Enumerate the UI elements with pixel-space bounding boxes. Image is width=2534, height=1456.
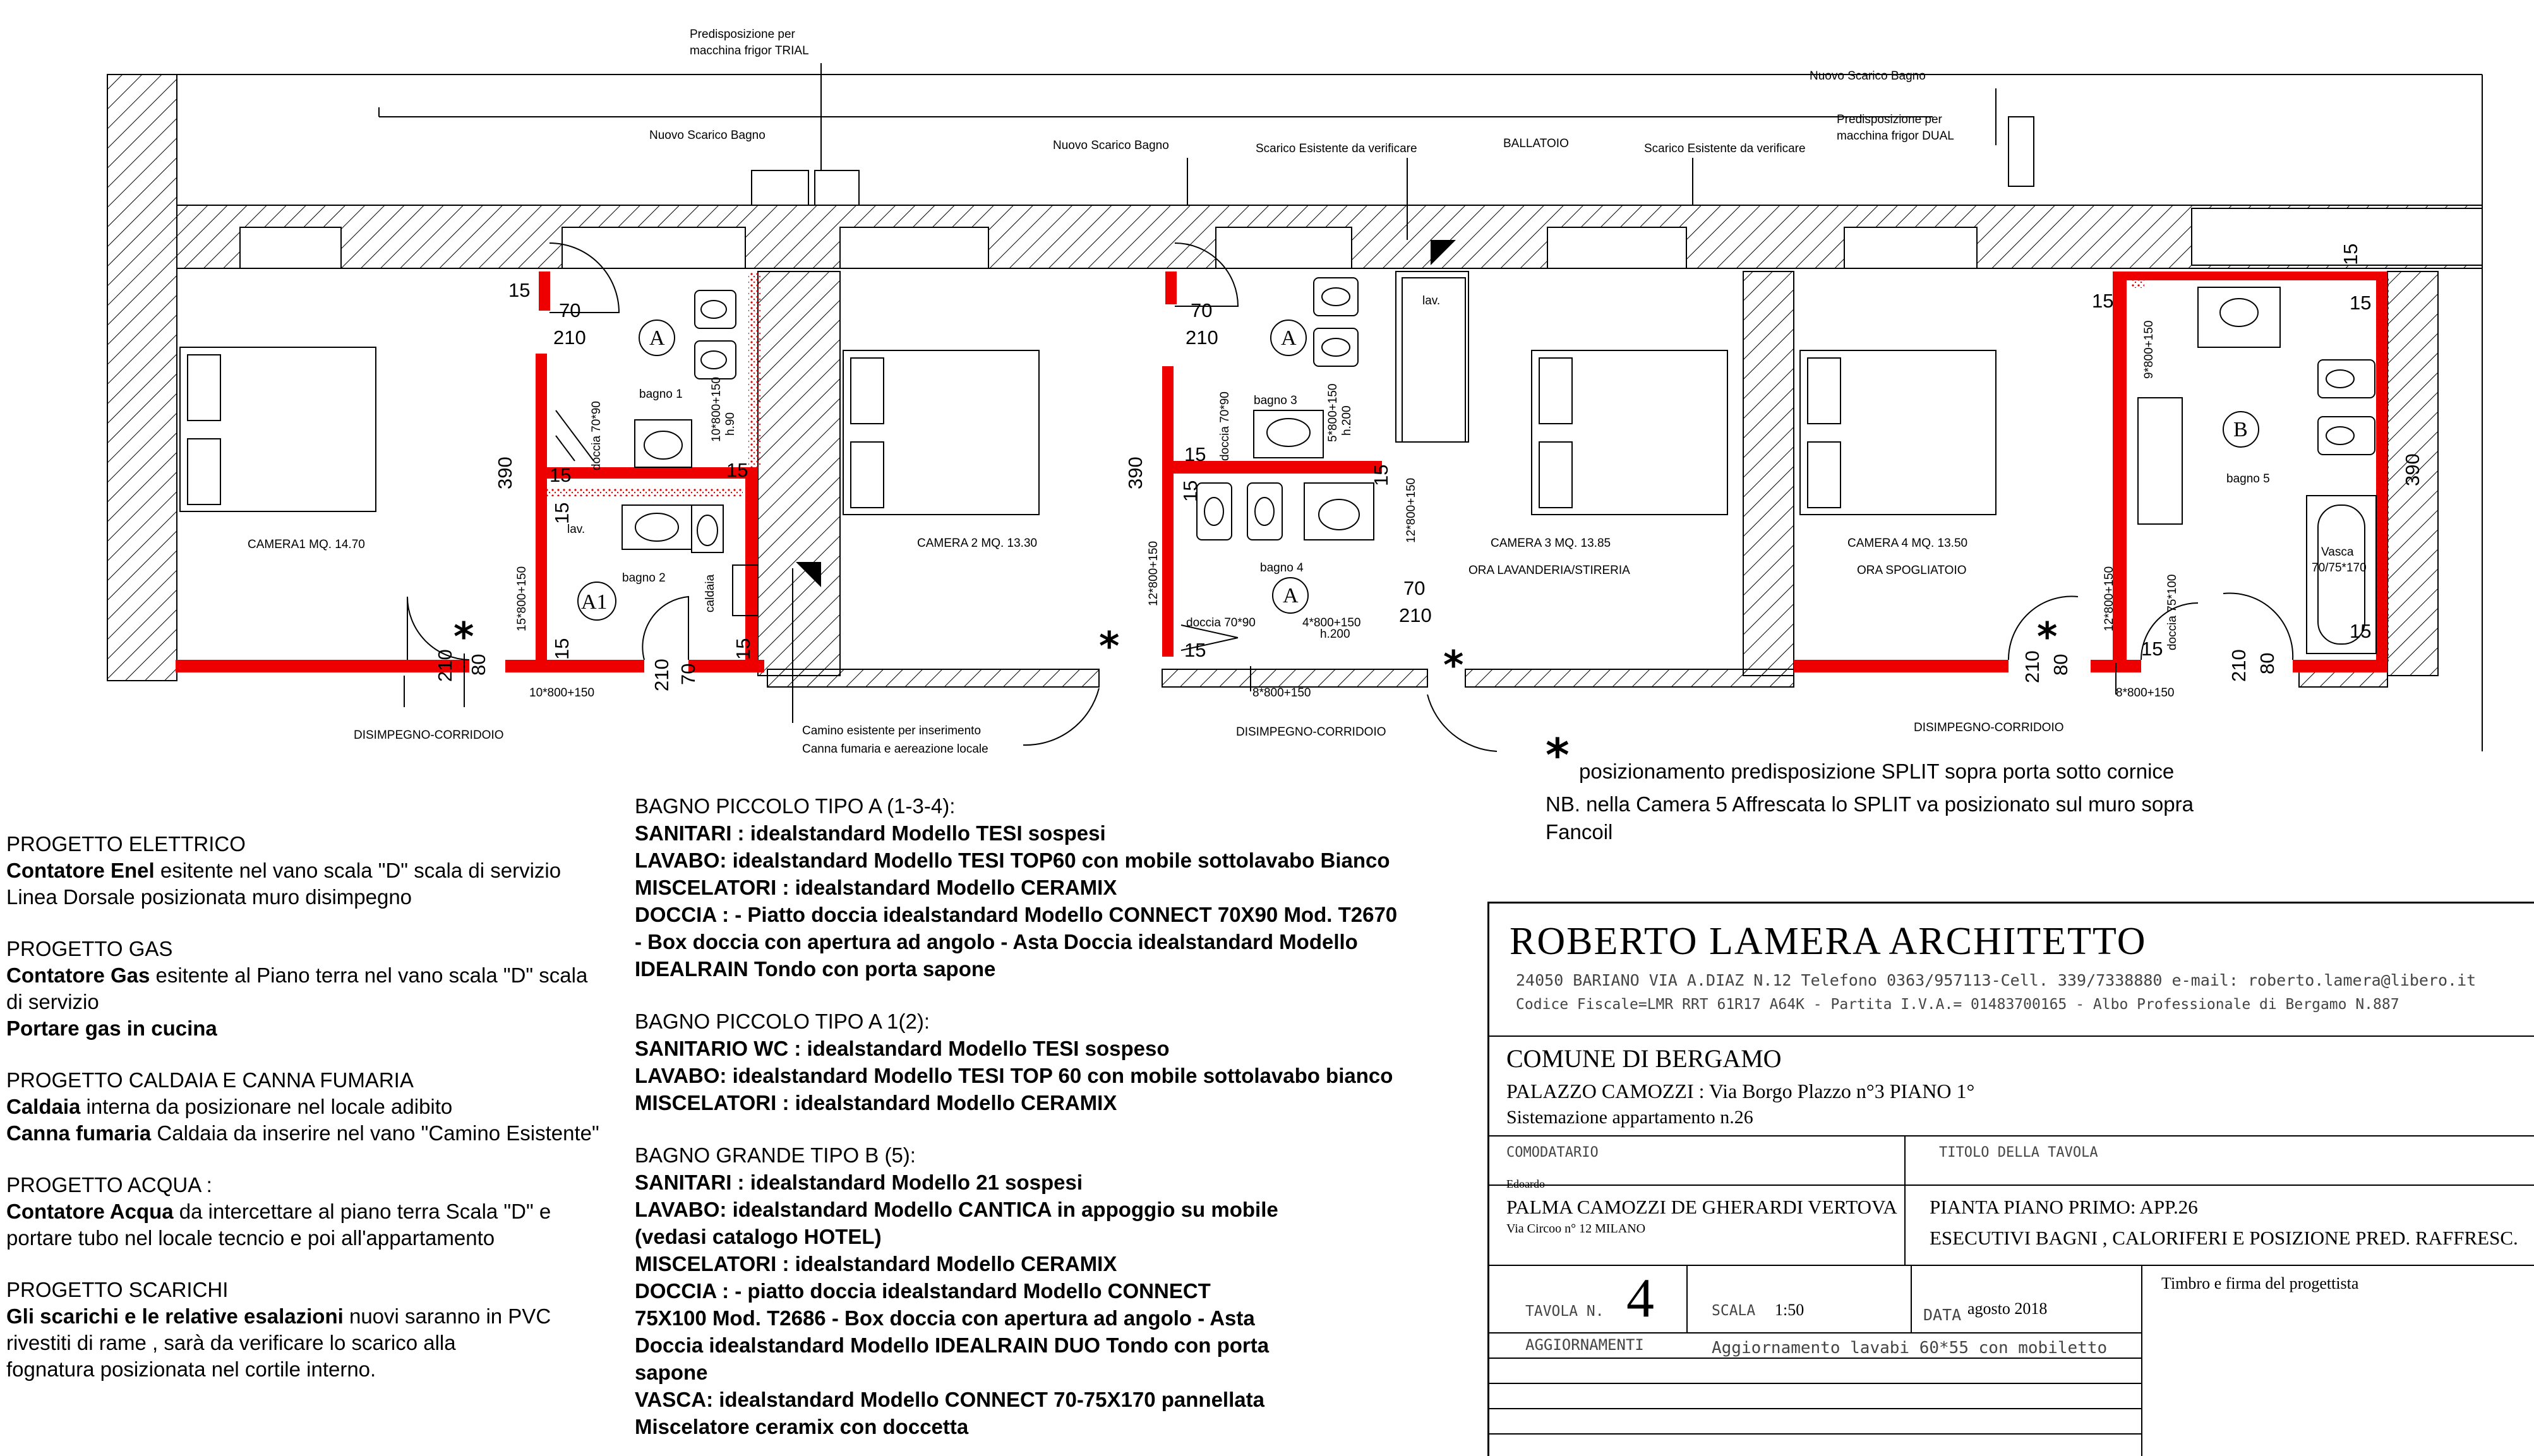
label-doccia-5: doccia 75*100 [2166,574,2179,650]
note-heading: PROGETTO ACQUA : [6,1173,212,1196]
label-bagno1: bagno 1 [639,388,683,401]
label-bagno4: bagno 4 [1260,561,1304,575]
label-camino-1: Camino esistente per inserimento [802,724,982,737]
tavola-label: TAVOLA N. [1525,1303,1604,1320]
data-value: agosto 2018 [1967,1299,2048,1318]
spec-heading: BAGNO PICCOLO TIPO A 1(2): [635,1010,930,1033]
split-markers [796,240,1456,587]
label-caldaia: caldaia [704,574,717,612]
architect-address: 24050 BARIANO VIA A.DIAZ N.12 Telefono 0363/957113-Cell. 339/7338880 e-mail: roberto.lamera@libero.it [1516,971,2477,989]
split-note-line2: NB. nella Camera 5 Affrescata lo SPLIT va posizionato sul muro sopra [1546,792,2194,816]
label-lav-2: lav. [1422,294,1441,307]
note-text: Caldaia da inserire nel vano "Camino Esistente" [151,1121,599,1145]
spec-line: 75X100 Mod. T2686 - Box doccia con apertura ad angolo - Asta [635,1306,1255,1330]
split-note-star: * [1546,729,1570,782]
note-heading: PROGETTO SCARICHI [6,1278,229,1301]
label-rad-b3: 5*800+150 [1326,383,1340,442]
dim-210-c: 210 [1399,604,1432,626]
note-line [6,1225,625,1251]
tag-A-3: A [1281,326,1297,350]
dim-70-v2: 70 [677,663,699,685]
dim-80-v3: 80 [2050,653,2072,676]
note-bold: Contatore Enel [6,859,155,882]
spec-line: IDEALRAIN Tondo con porta sapone [635,957,996,981]
titolo-label: TITOLO DELLA TAVOLA [1939,1145,2098,1161]
label-rad-3: 8*800+150 [2116,686,2175,700]
spec-line: DOCCIA : - piatto doccia idealstandard Modello CONNECT [635,1279,1211,1303]
tag-A-4: A [1283,584,1299,607]
note-gas [6,936,625,1042]
dim-70-c: 70 [1403,577,1426,599]
split-note-line1: posizionamento predisposizione SPLIT sopra porta sotto cornice [1579,760,2175,783]
note-text: di servizio [6,990,99,1013]
architect-fiscal: Codice Fiscale=LMR RRT 61R17 A64K - Partita I.V.A.= 01483700165 - Albo Professionale di Bergamo N.887 [1516,996,2399,1013]
label-rad-b4: 4*800+150 [1302,616,1361,630]
architect-name: ROBERTO LAMERA ARCHITETTO [1510,920,2147,963]
note-line [6,1198,625,1225]
label-camera4-sub: ORA SPOGLIATOIO [1857,564,1967,577]
label-bagno2: bagno 2 [622,571,666,585]
spec-line: LAVABO: idealstandard Modello TESI TOP 60 con mobile sottolavabo bianco [635,1064,1393,1087]
label-lav-1: lav. [567,523,585,536]
label-vasca-dim: 70/75*170 [2312,561,2367,575]
comodatario-name: PALMA CAMOZZI DE GHERARDI VERTOVA [1506,1196,1897,1218]
spec-line: MISCELATORI : idealstandard Modello CERAMIX [635,1091,1117,1114]
scala-label: SCALA [1712,1303,1756,1319]
note-text: esitente nel vano scala "D" scala di servizio [154,859,561,882]
spec-line: SANITARI : idealstandard Modello 21 sospesi [635,1171,1083,1194]
spec-line: DOCCIA : - Piatto doccia idealstandard Modello CONNECT 70X90 Mod. T2670 [635,903,1398,926]
spec-line: Miscelatore ceramix con doccetta [635,1415,969,1438]
dim-15-b: 15 [549,464,572,486]
label-camera2: CAMERA 2 MQ. 13.30 [917,537,1038,550]
dim-15-d: 15 [1184,443,1206,465]
note-heading: PROGETTO GAS [6,937,173,960]
label-disimpegno-2: DISIMPEGNO-CORRIDOIO [1236,725,1386,739]
spec-line: - Box doccia con apertura ad angolo - Asta Doccia idealstandard Modello [635,930,1358,953]
dim-15-a: 15 [508,279,531,301]
spec-line: LAVABO: idealstandard Modello CANTICA in appoggio su mobile [635,1198,1278,1221]
spec-line: MISCELATORI : idealstandard Modello CERAMIX [635,1252,1117,1275]
label-scarico-esistente-2: Scarico Esistente da verificare [1644,142,1806,155]
label-rad-v3: 12*800+150 [2103,566,2116,631]
note-line [6,1303,625,1330]
note-bold: Contatore Acqua [6,1200,174,1223]
dim-15-c: 15 [726,459,748,481]
note-line [6,1015,625,1042]
label-camera3-sub: ORA LAVANDERIA/STIRERIA [1468,564,1630,577]
label-rad-b3-h: h.200 [1340,405,1354,436]
bathroom-specs [635,792,1412,1440]
spec-line: (vedasi catalogo HOTEL) [635,1225,882,1248]
spec-heading: BAGNO PICCOLO TIPO A (1-3-4): [635,794,956,818]
label-predisposizione-dual-2: macchina frigor DUAL [1837,129,1954,143]
note-text: da intercettare al piano terra Scala "D" e [173,1200,551,1223]
data-label: DATA [1923,1306,1962,1324]
dim-80-v4: 80 [2256,652,2278,674]
label-camera4: CAMERA 4 MQ. 13.50 [1847,537,1968,550]
dim-210-a: 210 [553,326,586,349]
tag-A1: A1 [581,590,608,614]
comodatario-addr: Via Circoo n° 12 MILANO [1506,1222,1646,1236]
label-nuovo-scarico-3: Nuovo Scarico Bagno [1810,69,1926,83]
label-nuovo-scarico-1: Nuovo Scarico Bagno [649,129,766,142]
note-text: rivestiti di rame , sarà da verificare lo scarico alla [6,1331,456,1354]
note-scarichi [6,1277,625,1383]
spec-line: VASCA: idealstandard Modello CONNECT 70-75X170 pannellata [635,1388,1264,1411]
note-heading: PROGETTO CALDAIA E CANNA FUMARIA [6,1068,414,1092]
aggiornamenti-value: Aggiornamento lavabi 60*55 con mobiletto [1712,1339,2108,1358]
note-text: Linea Dorsale posizionata muro disimpegno [6,885,412,909]
note-bold: Canna fumaria [6,1121,152,1145]
label-rad-v4: 12*800+150 [1405,477,1418,543]
note-text: nuovi saranno in PVC [343,1304,551,1328]
note-line [6,1356,625,1383]
label-bagno5: bagno 5 [2226,472,2270,486]
note-bold: Gli scarichi e le relative esalazioni [6,1304,344,1328]
spec-line: MISCELATORI : idealstandard Modello CERAMIX [635,876,1117,899]
dim-15-v2: 15 [551,638,573,660]
note-line [6,884,625,910]
timbro: Timbro e firma del progettista [2161,1274,2359,1292]
label-disimpegno-1: DISIMPEGNO-CORRIDOIO [354,729,504,742]
label-nuovo-scarico-2: Nuovo Scarico Bagno [1053,139,1169,152]
split-star-2: * [1099,623,1120,669]
dim-210-v4: 210 [2228,649,2250,682]
dim-15-g: 15 [2350,292,2372,314]
label-camera3: CAMERA 3 MQ. 13.85 [1491,537,1611,550]
comune: COMUNE DI BERGAMO [1506,1044,1782,1073]
note-line [6,989,625,1015]
note-acqua [6,1172,625,1251]
palazzo: PALAZZO CAMOZZI : Via Borgo Plazzo n°3 PIANO 1° [1506,1080,1975,1102]
label-rad-2: 8*800+150 [1252,686,1311,700]
note-text: portare tubo nel locale tecncio e poi all'appartamento [6,1226,495,1250]
dim-210-b: 210 [1186,326,1218,349]
label-doccia-4: doccia 70*90 [1186,616,1256,630]
label-predisposizione-dual-1: Predisposizione per [1837,113,1942,126]
label-ballatoio: BALLATOIO [1503,137,1569,150]
note-bold: Portare gas in cucina [6,1017,217,1040]
split-star-3: * [1443,642,1464,688]
label-bagno3: bagno 3 [1254,394,1297,407]
spec-line: LAVABO: idealstandard Modello TESI TOP60 con mobile sottolavabo Bianco [635,849,1390,872]
dim-15-v6: 15 [2339,243,2362,265]
dim-70-b: 70 [1191,299,1213,321]
note-text: interna da posizionare nel locale adibito [80,1095,453,1118]
dim-390-a: 390 [494,456,516,489]
note-line [6,1330,625,1356]
dim-70-a: 70 [559,299,581,321]
dim-390-b: 390 [1124,456,1146,489]
comodatario-first: Edoardo [1506,1178,1545,1190]
dim-15-i: 15 [2350,620,2372,642]
spec-heading: BAGNO GRANDE TIPO B (5): [635,1143,916,1167]
note-bold: Contatore Gas [6,964,150,987]
dim-80-v1: 80 [467,653,489,676]
dim-15-v3: 15 [732,638,754,660]
spec-line: sapone [635,1361,708,1384]
label-rad-v1: 15*800+150 [515,566,529,631]
label-rad-b4-h: h.200 [1320,628,1350,641]
title-block [1487,902,2534,1456]
spec-line: Doccia idealstandard Modello IDEALRAIN DUO Tondo con porta [635,1334,1270,1357]
sistemazione: Sistemazione appartamento n.26 [1506,1107,1753,1128]
label-rad-1: 10*800+150 [529,686,595,700]
dim-15-h: 15 [2141,638,2163,660]
dim-15-f: 15 [2092,290,2114,312]
dim-15-v1: 15 [551,502,573,524]
aggiornamenti-label: AGGIORNAMENTI [1525,1336,1644,1354]
label-predisposizione-trial-1: Predisposizione per [690,28,795,41]
label-camera1: CAMERA1 MQ. 14.70 [248,538,365,551]
note-line [6,962,625,989]
comodatario-label: COMODATARIO [1506,1145,1599,1161]
dim-210-v2: 210 [651,659,673,691]
note-line [6,1120,625,1147]
dim-15-v4: 15 [1179,480,1201,502]
split-note-line3: Fancoil [1546,820,1613,844]
tavola-number: 4 [1626,1268,1654,1329]
spec-line: SANITARIO WC : idealstandard Modello TESI sospeso [635,1037,1170,1060]
note-line [6,857,625,884]
note-heading: PROGETTO ELETTRICO [6,832,246,856]
note-elettrico [6,831,625,910]
label-rad-b1-h: h.90 [724,412,737,436]
dim-390-c: 390 [2401,453,2423,486]
split-note [1579,758,2174,785]
split-star-1: * [453,614,474,660]
note-text: esitente al Piano terra nel vano scala "D" scala [150,964,588,987]
label-vasca: Vasca [2321,546,2354,559]
tag-B: B [2233,418,2248,441]
label-disimpegno-3: DISIMPEGNO-CORRIDOIO [1914,721,2064,734]
dim-15-e: 15 [1184,639,1206,661]
scala-value: 1:50 [1775,1301,1804,1319]
label-rad-b5: 9*800+150 [2142,320,2156,379]
label-camino-2: Canna fumaria e aereazione locale [802,743,988,756]
split-note-nb [1546,791,2194,846]
label-doccia-3: doccia 70*90 [1218,391,1232,461]
label-predisposizione-trial-2: macchina frigor TRIAL [690,44,809,57]
split-star-4: * [2037,614,2058,660]
label-rad-b1: 10*800+150 [710,376,723,442]
dim-15-v5: 15 [1370,464,1392,486]
note-caldaia [6,1067,625,1147]
note-bold: Caldaia [6,1095,81,1118]
note-line [6,1094,625,1120]
ballatoio-wall [177,205,2482,268]
tag-A-1: A [649,326,665,350]
label-doccia-1: doccia 70*90 [590,401,603,470]
dim-210-v1: 210 [434,649,456,682]
titolo-line2: ESECUTIVI BAGNI , CALORIFERI E POSIZIONE PRED. RAFFRESC. [1930,1227,2518,1249]
label-scarico-esistente-1: Scarico Esistente da verificare [1256,142,1417,155]
label-rad-v2: 12*800+150 [1147,540,1160,606]
titolo-line1: PIANTA PIANO PRIMO: APP.26 [1930,1196,2198,1218]
notes-left [6,831,625,1383]
note-text: fognatura posizionata nel cortile interno. [6,1358,376,1381]
dim-210-v3: 210 [2021,650,2043,683]
beds [180,347,1996,515]
spec-line: SANITARI : idealstandard Modello TESI sospesi [635,821,1106,845]
